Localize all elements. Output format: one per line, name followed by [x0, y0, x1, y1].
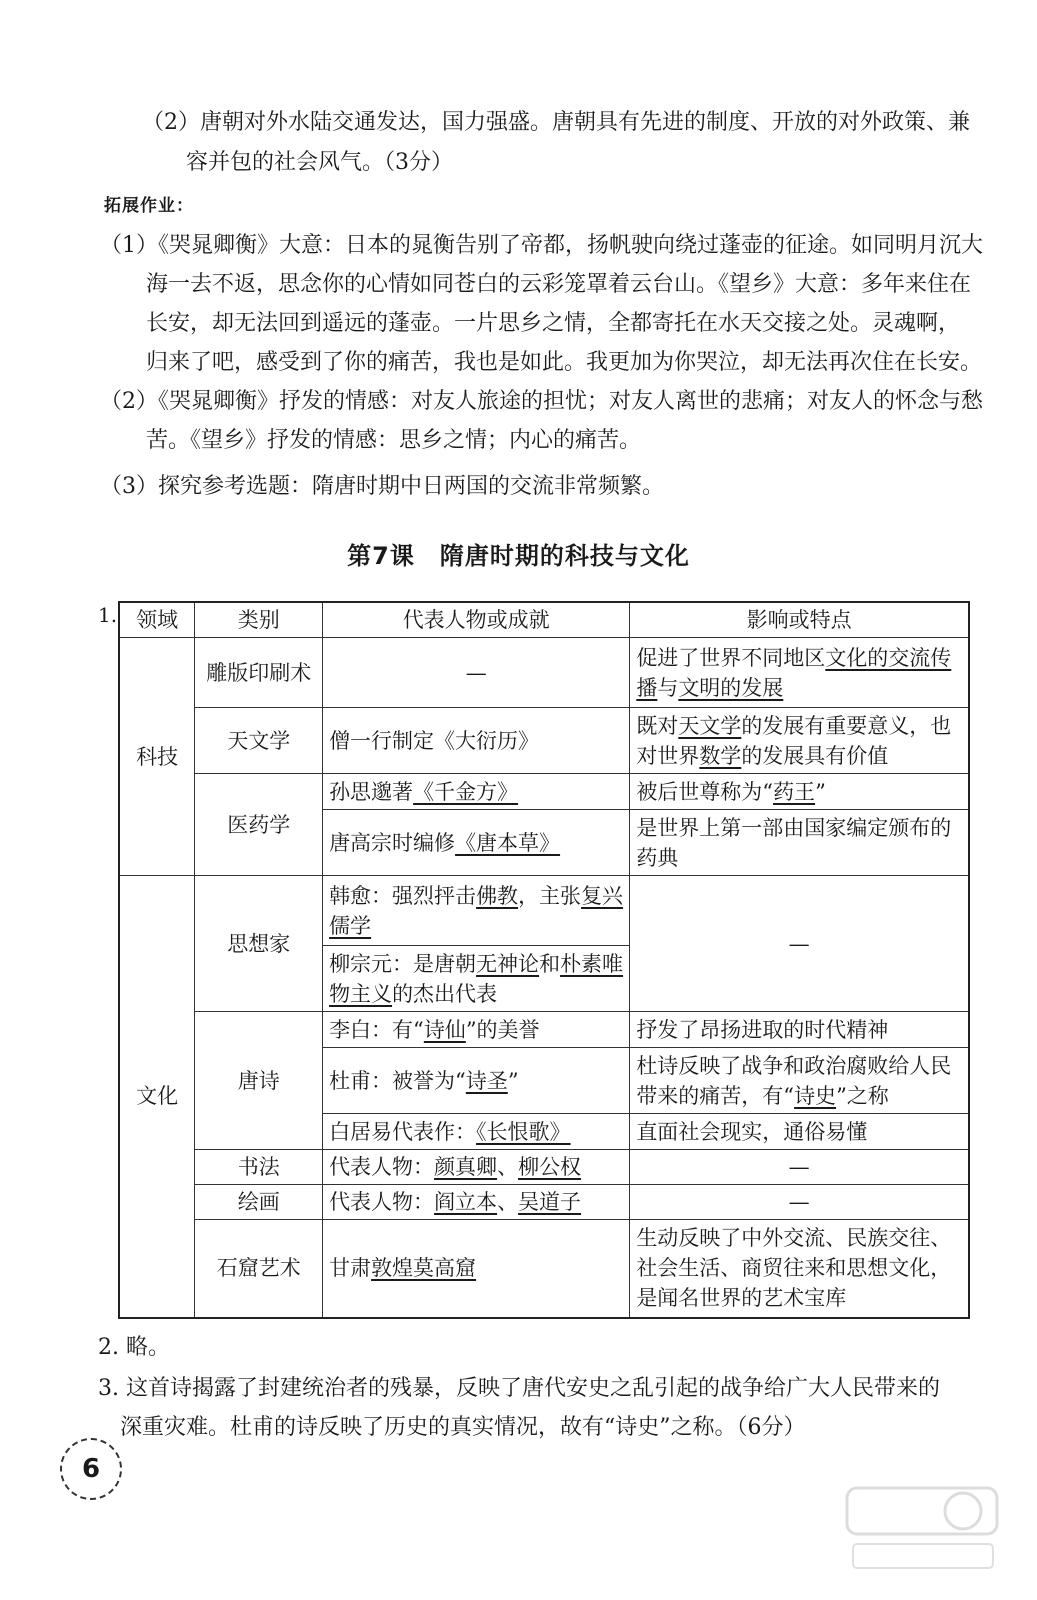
- header-representative: 代表人物或成就: [323, 602, 630, 638]
- table-row: [119, 1012, 969, 1048]
- table-row: [119, 708, 969, 774]
- question-1-number: 1.: [98, 603, 118, 627]
- impact-cell: 被后世尊称为“药王”: [630, 774, 969, 810]
- impact-cell: —: [630, 1185, 969, 1220]
- header-domain: 领域: [119, 602, 195, 638]
- impact-cell: 直面社会现实，通俗易懂: [630, 1114, 969, 1150]
- extension-line: （2）《哭晁卿衡》抒发的情感：对友人旅途的担忧；对友人离世的悲痛；对友人的怀念与愁: [100, 389, 984, 414]
- category-cell: 书法: [195, 1150, 323, 1185]
- category-cell: 医药学: [195, 774, 323, 876]
- category-cell: 天文学: [195, 708, 323, 774]
- representative-cell: 白居易代表作：《长恨歌》: [323, 1114, 630, 1150]
- watermark-logo: [843, 1478, 1003, 1578]
- header-impact: 影响或特点: [630, 602, 969, 638]
- question-2: 2. 略。: [98, 1335, 170, 1360]
- representative-cell: 柳宗元：是唐朝无神论和朴素唯物主义的杰出代表: [323, 946, 630, 1012]
- extension-line: 苦。《望乡》抒发的情感：思乡之情；内心的痛苦。: [146, 428, 642, 453]
- question-3-line-2: 深重灾难。杜甫的诗反映了历史的真实情况，故有“诗史”之称。（6分）: [120, 1415, 806, 1440]
- answer-table: [118, 601, 970, 1319]
- impact-cell: 生动反映了中外交流、民族交往、社会生活、商贸往来和思想文化，是闻名世界的艺术宝库: [630, 1220, 969, 1318]
- category-cell: 思想家: [195, 876, 323, 1012]
- representative-cell: 唐高宗时编修《唐本草》: [323, 810, 630, 876]
- impact-cell: 抒发了昂扬进取的时代精神: [630, 1012, 969, 1048]
- extension-line: 归来了吧，感受到了你的痛苦，我也是如此。我更加为你哭泣，却无法再次住在长安。: [146, 350, 983, 375]
- representative-cell: 甘肃敦煌莫高窟: [323, 1220, 630, 1318]
- table-row: [119, 638, 969, 708]
- domain-cell: 文化: [119, 876, 195, 1318]
- answer-2-line-2: 容并包的社会风气。（3分）: [186, 150, 453, 175]
- extension-line: （1）《哭晁卿衡》大意：日本的晁衡告别了帝都，扬帆驶向绕过蓬壶的征途。如同明月沉大: [100, 233, 984, 258]
- impact-cell: 既对天文学的发展有重要意义，也对世界数学的发展具有价值: [630, 708, 969, 774]
- table-header-row: [119, 602, 969, 638]
- page-number: 6: [81, 1454, 101, 1484]
- impact-cell: 是世界上第一部由国家编定颁布的药典: [630, 810, 969, 876]
- domain-cell: 科技: [119, 638, 195, 876]
- representative-cell: 杜甫：被誉为“诗圣”: [323, 1048, 630, 1114]
- category-cell: 唐诗: [195, 1012, 323, 1150]
- extension-line: 长安，却无法回到遥远的蓬壶。一片思乡之情，全都寄托在水天交接之处。灵魂啊，: [146, 311, 961, 336]
- extension-line: 海一去不返，思念你的心情如同苍白的云彩笼罩着云台山。《望乡》大意：多年来住在: [146, 272, 972, 297]
- question-3-line-1: 3. 这首诗揭露了封建统治者的残暴，反映了唐代安史之乱引起的战争给广大人民带来的: [98, 1376, 940, 1401]
- representative-cell: 韩愈：强烈抨击佛教，主张复兴儒学: [323, 876, 630, 946]
- table-row: [119, 876, 969, 946]
- lesson-title: 第7课 隋唐时期的科技与文化: [347, 542, 690, 570]
- representative-cell: 李白：有“诗仙”的美誉: [323, 1012, 630, 1048]
- table-row: [119, 1220, 969, 1318]
- table-row: [119, 1150, 969, 1185]
- representative-cell: 孙思邈著《千金方》: [323, 774, 630, 810]
- impact-cell: 杜诗反映了战争和政治腐败给人民带来的痛苦，有“诗史”之称: [630, 1048, 969, 1114]
- representative-cell: —: [323, 638, 630, 708]
- extension-line: （3）探究参考选题：隋唐时期中日两国的交流非常频繁。: [100, 474, 664, 499]
- table-row: [119, 1185, 969, 1220]
- representative-cell: 代表人物：颜真卿、柳公权: [323, 1150, 630, 1185]
- impact-cell: —: [630, 876, 969, 1012]
- representative-cell: 僧一行制定《大衍历》: [323, 708, 630, 774]
- table-row: [119, 774, 969, 810]
- header-category: 类别: [195, 602, 323, 638]
- category-cell: 雕版印刷术: [195, 638, 323, 708]
- category-cell: 绘画: [195, 1185, 323, 1220]
- impact-cell: 促进了世界不同地区文化的交流传播与文明的发展: [630, 638, 969, 708]
- representative-cell: 代表人物：阎立本、吴道子: [323, 1185, 630, 1220]
- impact-cell: —: [630, 1150, 969, 1185]
- category-cell: 石窟艺术: [195, 1220, 323, 1318]
- extension-heading: 拓展作业：: [104, 196, 194, 216]
- page-number-badge: [60, 1438, 122, 1500]
- answer-2-line-1: （2）唐朝对外水陆交通发达，国力强盛。唐朝具有先进的制度、开放的对外政策、兼: [142, 110, 970, 135]
